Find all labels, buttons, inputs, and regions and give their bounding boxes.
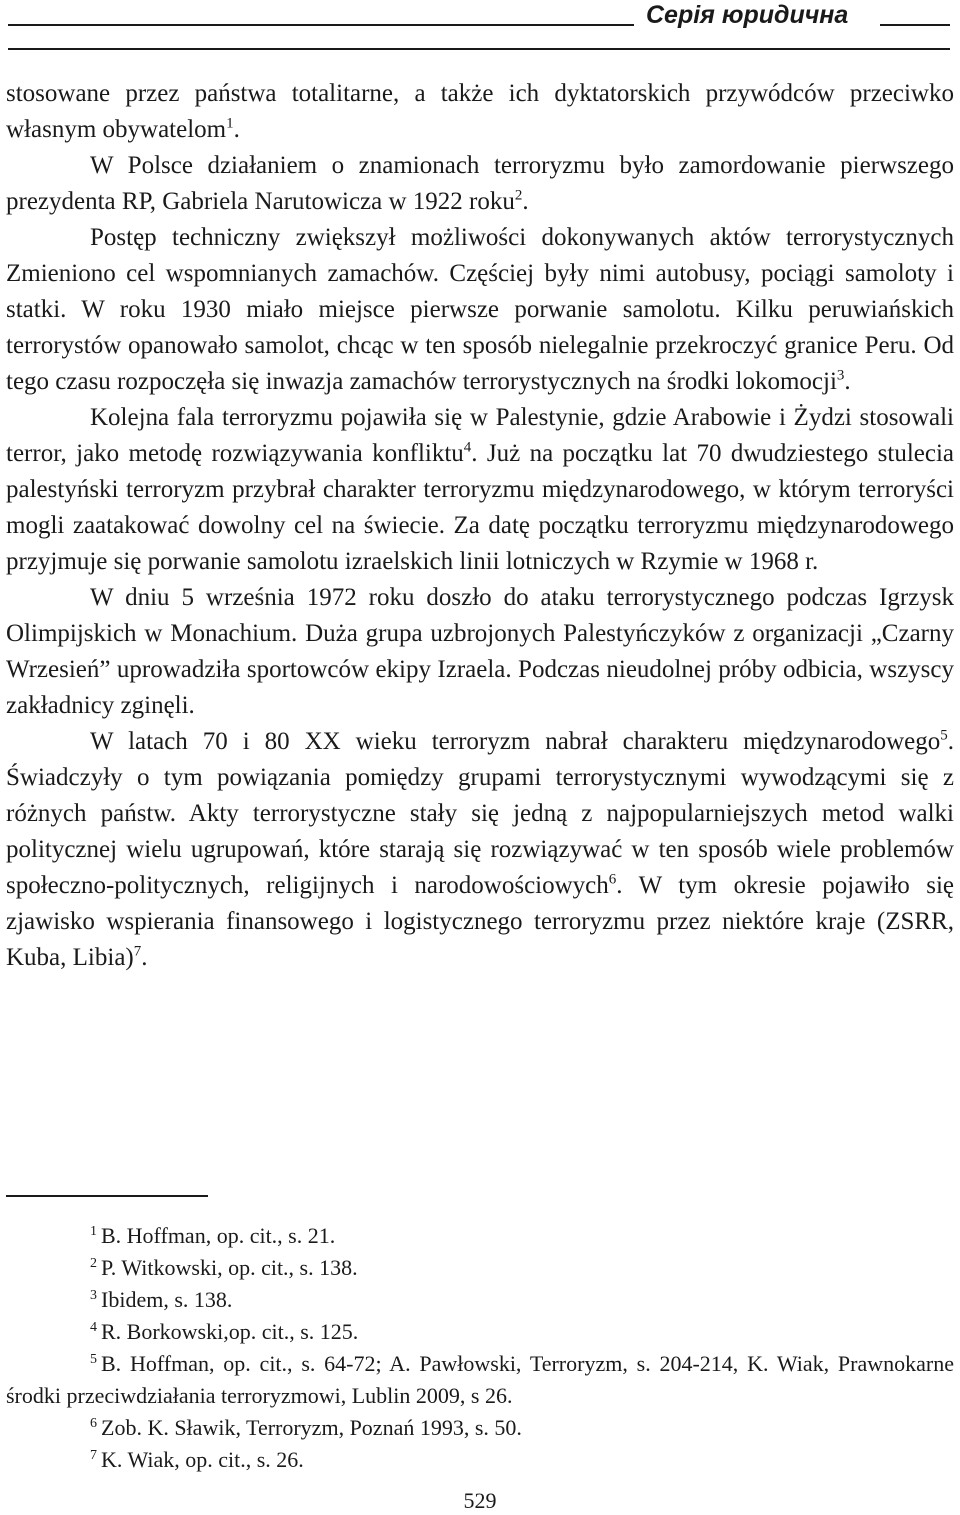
header-rule-right	[880, 24, 950, 26]
series-title: Серія юридична	[646, 1, 849, 29]
footnote-6	[6, 1412, 954, 1444]
footnote-number: 2	[90, 1255, 97, 1271]
footnote-2	[6, 1252, 954, 1284]
main-text	[6, 76, 954, 976]
footnote-number: 6	[90, 1415, 97, 1431]
footnote-text: Zob. K. Sławik, Terroryzm, Poznań 1993, s. 50.	[101, 1415, 522, 1440]
paragraph-text: Postęp techniczny zwiększył możliwości dokonywanych aktów terrorystycznych Zmieniono cel wspomnianych zamachów. Częściej były nimi autobusy, pociągi samoloty i statki. W roku 1930 miało miejsce pierwsze porwanie samolotu. Kilku peruwiańskich terrorystów opanowało samolot, chcąc w ten sposób nielegalnie przekroczyć granice Peru. Od tego czasu rozpoczęła się inwazja zamachów terrorystycznych na środki lokomocji	[6, 224, 954, 395]
footnote-3	[6, 1284, 954, 1316]
paragraph-6	[6, 724, 954, 976]
paragraph-text: W dniu 5 września 1972 roku doszło do ataku terrorystycznego podczas Igrzysk Olimpijskich w Monachium. Duża grupa uzbrojonych Palestyńczyków z organizacji „Czarny Wrzesień” uprowadziła sportowców ekipy Izraela. Podczas nieudolnej próby odbicia, wszyscy zakładnicy zginęli.	[6, 584, 954, 719]
paragraph-text: . Już na początku lat 70 dwudziestego stulecia palestyński terroryzm przybrał charakter terroryzmu międzynarodowego, w którym terroryści mogli zaatakować dowolny cel na świecie. Za datę początku terroryzmu międzynarodowego przyjmuje się porwanie samolotu izraelskich linii lotniczych w Rzymie w 1968 r.	[6, 440, 954, 575]
paragraph-text: .	[844, 368, 851, 395]
footnote-1	[6, 1220, 954, 1252]
footnote-ref: 5	[940, 727, 948, 744]
page-number: 529	[463, 1488, 497, 1513]
footnote-ref: 4	[463, 439, 472, 456]
footnote-7	[6, 1444, 954, 1476]
footnotes	[6, 1220, 954, 1476]
footnote-4	[6, 1316, 954, 1348]
paragraph-2	[6, 148, 954, 220]
footnote-number: 7	[90, 1447, 97, 1463]
running-header	[0, 0, 960, 60]
footnote-5	[6, 1348, 954, 1412]
paragraph-text: .	[522, 188, 529, 215]
footnote-number: 4	[90, 1319, 97, 1335]
paragraph-text: W Polsce działaniem o znamionach terroryzmu było zamordowanie pierwszego prezydenta RP, Gabriela Narutowicza w 1922 roku	[6, 152, 954, 215]
paragraph-4	[6, 400, 954, 580]
paragraph-text: W latach 70 i 80 XX wieku terroryzm nabrał charakteru międzynarodowego	[90, 728, 941, 755]
paragraph-text: . W tym okresie pojawiło się zjawisko wspierania finansowego i logistycznego terroryzmu przez niektóre kraje (ZSRR, Kuba, Libia)	[6, 872, 954, 971]
footnote-text: R. Borkowski,op. cit., s. 125.	[101, 1319, 359, 1344]
footnote-ref: 2	[514, 187, 523, 204]
paragraph-text: stosowane przez państwa totalitarne, a także ich dyktatorskich przywódców przeciwko własnym obywatelom	[6, 80, 954, 143]
footnote-ref: 1	[226, 115, 234, 132]
footnote-text: P. Witkowski, op. cit., s. 138.	[101, 1255, 358, 1280]
footnote-text: Ibidem, s. 138.	[101, 1287, 233, 1312]
paragraph-text: Kolejna fala terroryzmu pojawiła się w Palestynie, gdzie Arabowie i Żydzi stosowali terror, jako metodę rozwiązywania konfliktu	[6, 404, 954, 467]
paragraph-text: .	[233, 116, 240, 143]
footnote-separator	[6, 1195, 208, 1197]
footnote-text: K. Wiak, op. cit., s. 26.	[101, 1447, 304, 1472]
footnote-text: B. Hoffman, op. cit., s. 64-72; A. Pawłowski, Terroryzm, s. 204-214, K. Wiak, Prawnokarne środki przeciwdziałania terroryzmowi, Lublin 2009, s 26.	[6, 1351, 954, 1408]
paragraph-5	[6, 580, 954, 724]
footnote-ref: 6	[608, 871, 617, 888]
footnote-number: 3	[90, 1287, 97, 1303]
footnote-number: 5	[90, 1351, 97, 1367]
paragraph-text: .	[141, 944, 148, 971]
footnote-text: B. Hoffman, op. cit., s. 21.	[101, 1223, 336, 1248]
footnote-ref: 3	[836, 367, 845, 384]
footnote-number: 1	[90, 1223, 97, 1239]
header-rule-bottom	[8, 48, 950, 50]
paragraph-1	[6, 76, 954, 148]
paragraph-3	[6, 220, 954, 400]
header-rule-left	[8, 24, 634, 26]
paragraph-text: . Świadczyły o tym powiązania pomiędzy grupami terrorystycznymi wywodzącymi się z różnych państw. Akty terrorystyczne stały się jedną z najpopularniejszych metod walki politycznej wielu ugrupowań, które starają się rozwiązywać w ten sposób wiele problemów społeczno-politycznych, religijnych i narodowościowych	[6, 728, 954, 899]
footnote-ref: 7	[133, 943, 142, 960]
